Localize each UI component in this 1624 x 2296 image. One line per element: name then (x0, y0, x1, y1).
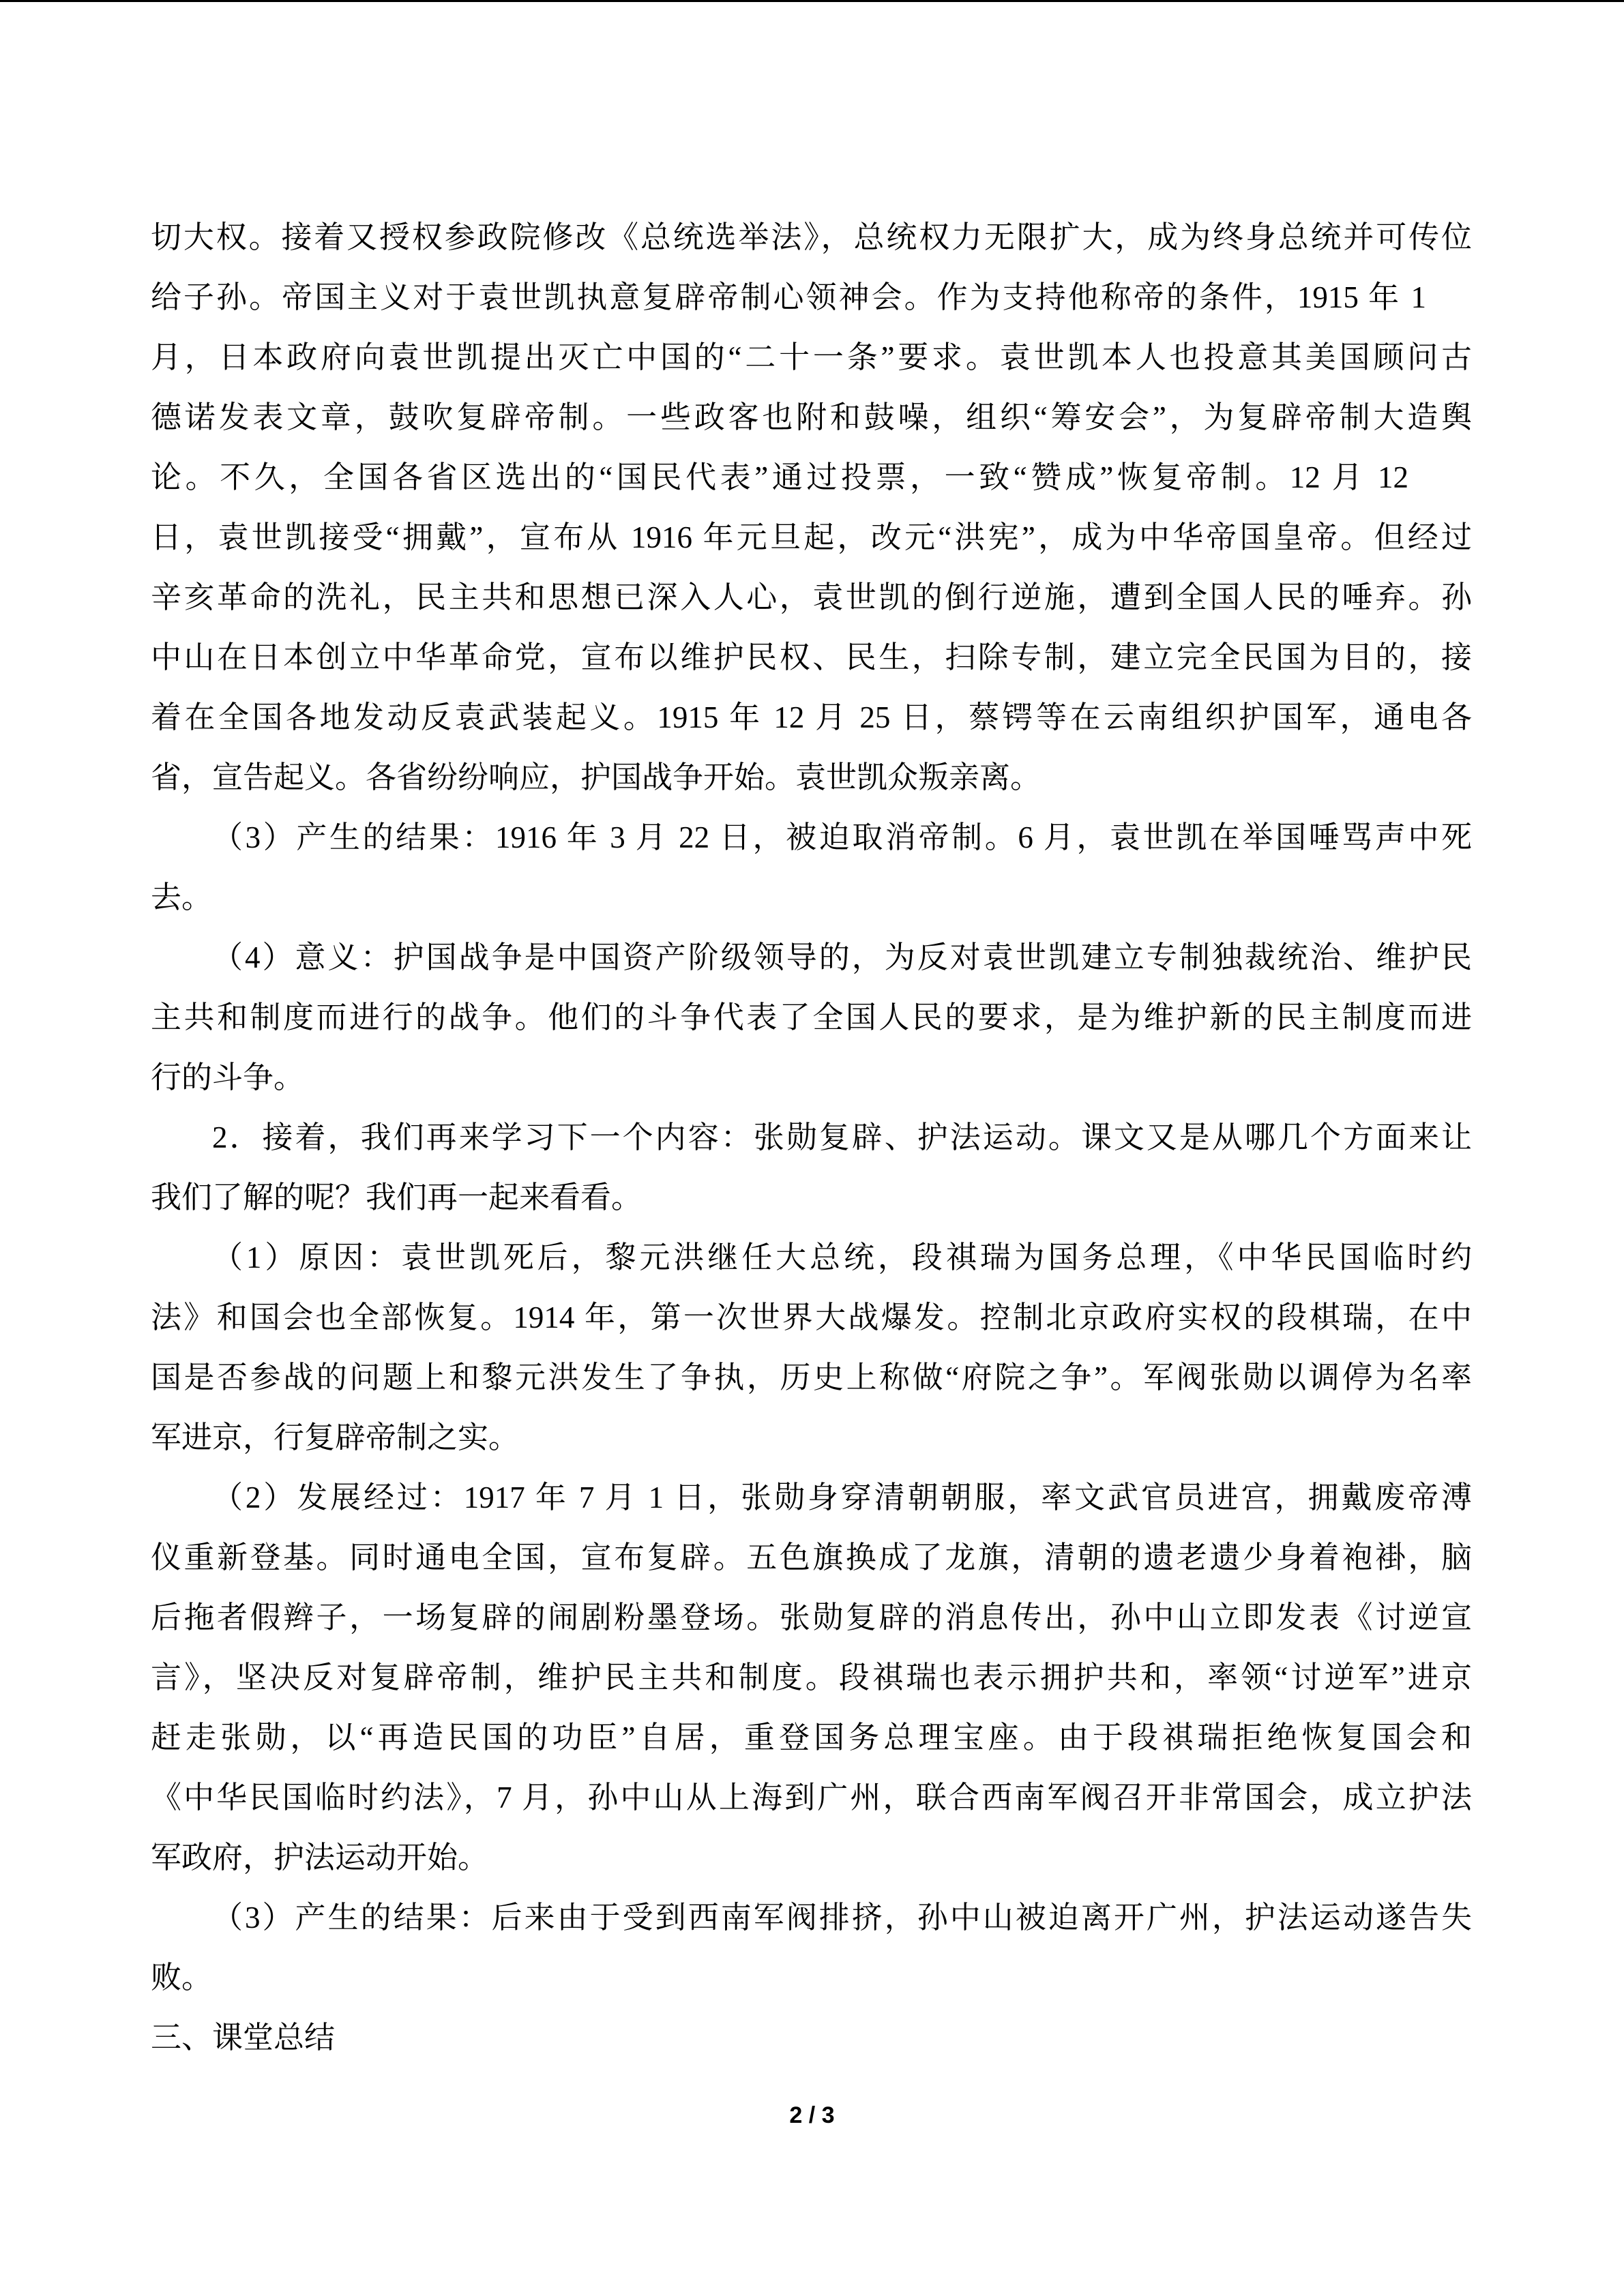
section-heading: 三、课堂总结 (151, 2021, 336, 2055)
text-line: 国是否参战的问题上和黎元洪发生了争执，历史上称做“府院之争”。军阀张勋以调停为名率 (151, 1360, 1472, 1395)
paragraph (151, 927, 1472, 1107)
text-line: 仪重新登基。同时通电全国，宣布复辟。五色旗换成了龙旗，清朝的遗老遗少身着袍褂，脑 (151, 1540, 1472, 1575)
paragraph (151, 1227, 1472, 1467)
text-line: 着在全国各地发动反袁武装起义。1915 年 12 月 25 日，蔡锷等在云南组织护国军，通电各 (151, 700, 1472, 734)
text-line: （1）原因：袁世凯死后，黎元洪继任大总统，段祺瑞为国务总理，《中华民国临时约 (212, 1240, 1472, 1274)
text-line: 日，袁世凯接受“拥戴”，宣布从 1916 年元旦起，改元“洪宪”，成为中华帝国皇帝。但经过 (151, 520, 1472, 554)
text-line: 法》和国会也全部恢复。1914 年，第一次世界大战爆发。控制北京政府实权的段棋瑞，在中 (151, 1300, 1472, 1335)
text-line: （3）产生的结果：1916 年 3 月 22 日，被迫取消帝制。6 月，袁世凯在举国唾骂声中死 (212, 820, 1472, 854)
text-line: 给子孙。帝国主义对于袁世凯执意复辟帝制心领神会。作为支持他称帝的条件，1915 年 1 (151, 280, 1426, 314)
text-line: 军进京，行复辟帝制之实。 (151, 1420, 520, 1455)
document-body (151, 207, 1472, 2068)
text-line: 中山在日本创立中华革命党，宣布以维护民权、民生，扫除专制，建立完全民国为目的，接 (151, 640, 1472, 674)
text-line: （2）发展经过：1917 年 7 月 1 日，张勋身穿清朝朝服，率文武官员进宫，拥戴废帝溥 (212, 1480, 1472, 1515)
text-line: 切大权。接着又授权参政院修改《总统选举法》，总统权力无限扩大，成为终身总统并可传位 (151, 220, 1472, 254)
page-top-border (0, 0, 1624, 2)
text-line: 行的斗争。 (151, 1060, 305, 1094)
page-number: 2 / 3 (789, 2102, 835, 2128)
text-line: 言》，坚决反对复辟帝制，维护民主共和制度。段祺瑞也表示拥护共和，率领“讨逆军”进京 (151, 1660, 1472, 1695)
text-line: 辛亥革命的洗礼，民主共和思想已深入人心，袁世凯的倒行逆施，遭到全国人民的唾弃。孙 (151, 580, 1472, 614)
paragraph (151, 207, 1472, 807)
paragraph (151, 1467, 1472, 1888)
text-line: 月，日本政府向袁世凯提出灭亡中国的“二十一条”要求。袁世凯本人也投意其美国顾问古 (151, 340, 1472, 374)
text-line: 《中华民国临时约法》，7 月，孙中山从上海到广州，联合西南军阀召开非常国会，成立护法 (151, 1780, 1472, 1815)
text-line: （4）意义：护国战争是中国资产阶级领导的，为反对袁世凯建立专制独裁统治、维护民 (212, 940, 1472, 974)
paragraph (151, 807, 1472, 927)
text-line: 赶走张勋，以“再造民国的功臣”自居，重登国务总理宝座。由于段祺瑞拒绝恢复国会和 (151, 1720, 1472, 1755)
text-line: 论。不久，全国各省区选出的“国民代表”通过投票，一致“赞成”恢复帝制。12 月 12 (151, 460, 1408, 494)
text-line: 后拖者假辫子，一场复辟的闹剧粉墨登场。张勋复辟的消息传出，孙中山立即发表《讨逆宣 (151, 1600, 1472, 1635)
text-line: 军政府，护法运动开始。 (151, 1840, 489, 1875)
text-line: （3）产生的结果：后来由于受到西南军阀排挤，孙中山被迫离开广州，护法运动遂告失 (212, 1900, 1472, 1935)
paragraph (151, 1107, 1472, 1227)
text-line: 我们了解的呢？我们再一起来看看。 (151, 1180, 643, 1214)
text-line: 主共和制度而进行的战争。他们的斗争代表了全国人民的要求，是为维护新的民主制度而进 (151, 1000, 1472, 1034)
text-line: 省，宣告起义。各省纷纷响应，护国战争开始。袁世凯众叛亲离。 (151, 760, 1042, 794)
text-line: 败。 (151, 1960, 213, 1995)
text-line: 去。 (151, 880, 213, 914)
text-line: 2．接着，我们再来学习下一个内容：张勋复辟、护法运动。课文又是从哪几个方面来让 (212, 1120, 1472, 1154)
text-line: 德诺发表文章，鼓吹复辟帝制。一些政客也附和鼓噪，组织“筹安会”，为复辟帝制大造舆 (151, 400, 1472, 434)
paragraph (151, 1888, 1472, 2008)
